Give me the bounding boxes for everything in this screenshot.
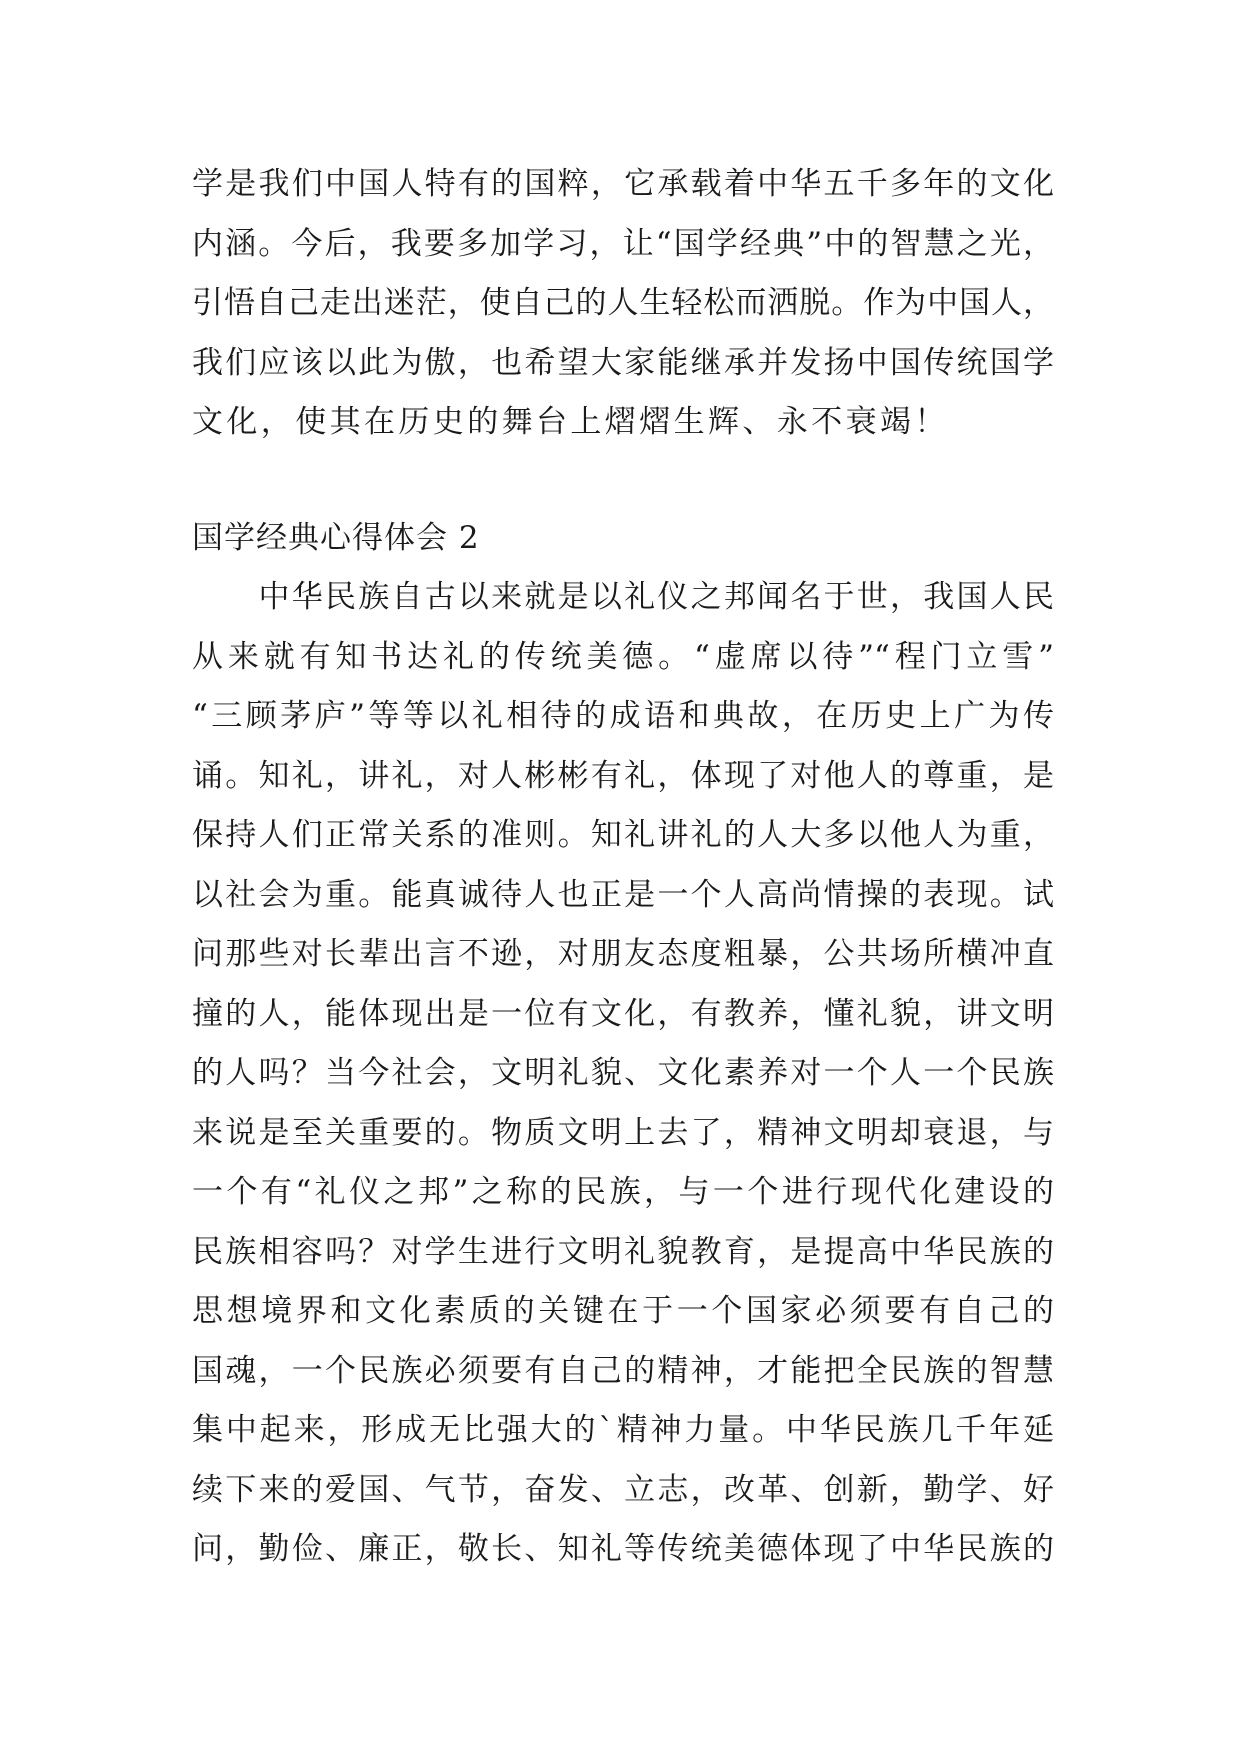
paragraph-line: 文化，使其在历史的舞台上熠熠生辉、永不衰竭！: [192, 404, 949, 440]
paragraph-line: 问，勤俭、廉正，敬长、知礼等传统美德体现了中华民族的: [192, 1531, 1054, 1567]
paragraph-line: 的人吗？当今社会，文明礼貌、文化素养对一个人一个民族: [192, 1055, 1054, 1091]
paragraph-line: 来说是至关重要的。物质文明上去了，精神文明却衰退，与: [192, 1114, 1054, 1151]
paragraph-line: 撞的人，能体现出是一位有文化，有教养，懂礼貌，讲文明: [192, 995, 1054, 1032]
paragraph-2: [192, 568, 1054, 1580]
paragraph-line: 保持人们正常关系的准则。知礼讲礼的人大多以他人为重，: [192, 817, 1054, 853]
paragraph-line: 民族相容吗？对学生进行文明礼貌教育，是提高中华民族的: [192, 1233, 1054, 1270]
paragraph-line: 一个有“礼仪之邦”之称的民族，与一个进行现代化建设的: [192, 1174, 1054, 1210]
paragraph-line: 续下来的爱国、气节，奋发、立志，改革、创新，勤学、好: [192, 1471, 1054, 1508]
paragraph-line: 思想境界和文化素质的关键在于一个国家必须要有自己的: [192, 1293, 1054, 1329]
paragraph-line: 以社会为重。能真诚待人也正是一个人高尚情操的表现。试: [192, 876, 1054, 913]
paragraph-line: 学是我们中国人特有的国粹，它承载着中华五千多年的文化: [192, 166, 1054, 202]
paragraph-line: 引悟自己走出迷茫，使自己的人生轻松而洒脱。作为中国人，: [192, 285, 1054, 321]
paragraph-line: 中华民族自古以来就是以礼仪之邦闻名于世，我国人民: [192, 579, 1054, 615]
paragraph-line: 集中起来，形成无比强大的`精神力量。中华民族几千年延: [192, 1412, 1054, 1448]
paragraph-line: 问那些对长辈出言不逊，对朋友态度粗暴，公共场所横冲直: [192, 936, 1054, 972]
paragraph-1: [192, 155, 1054, 453]
paragraph-line: “三顾茅庐”等等以礼相待的成语和典故，在历史上广为传: [192, 698, 1054, 734]
section-heading: 国学经典心得体会 2: [192, 520, 480, 556]
paragraph-line: 从来就有知书达礼的传统美德。“虚席以待”“程门立雪”: [192, 638, 1054, 675]
paragraph-line: 诵。知礼，讲礼，对人彬彬有礼，体现了对他人的尊重，是: [192, 757, 1054, 794]
paragraph-line: 国魂，一个民族必须要有自己的精神，才能把全民族的智慧: [192, 1352, 1054, 1389]
paragraph-line: 内涵。今后，我要多加学习，让“国学经典”中的智慧之光，: [192, 225, 1054, 262]
paragraph-line: 我们应该以此为傲，也希望大家能继承并发扬中国传统国学: [192, 344, 1054, 381]
